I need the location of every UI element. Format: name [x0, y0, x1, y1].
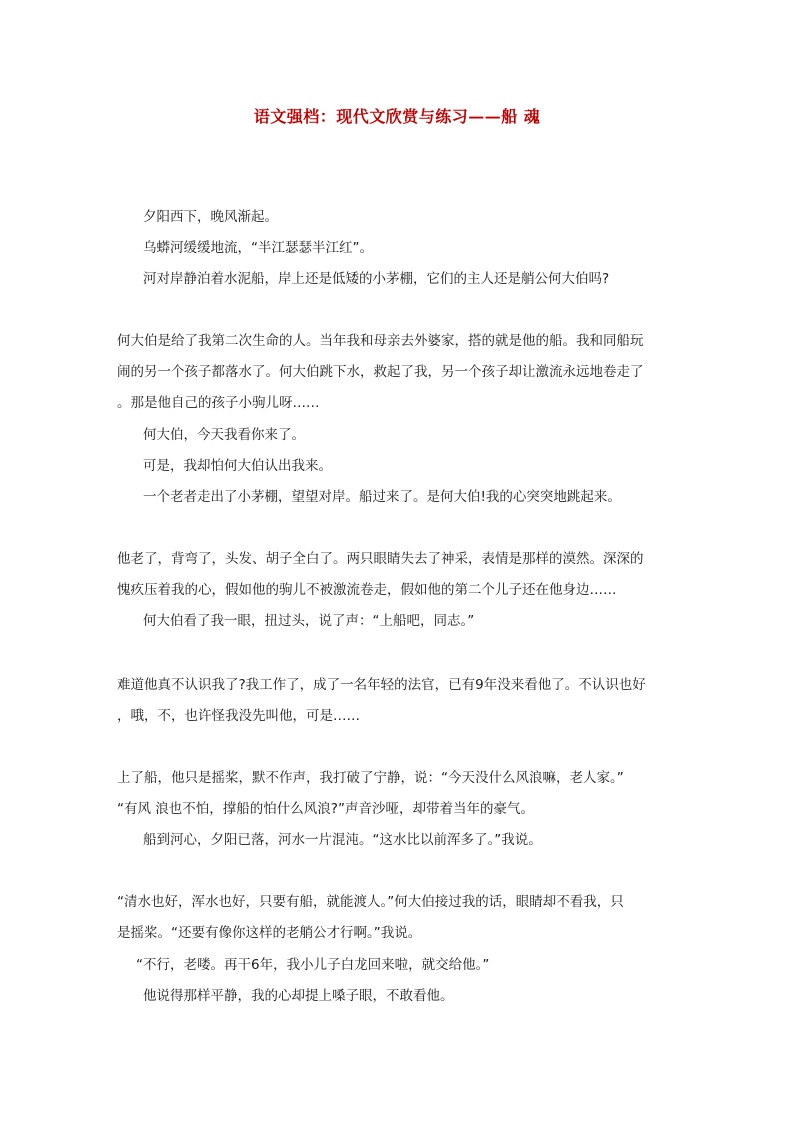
- paragraph-line: 愧疚压着我的心，假如他的驹儿不被激流卷走，假如他的第二个儿子还在他身边……: [117, 582, 617, 598]
- paragraph-line: 夕阳西下，晚风渐起。: [143, 209, 278, 225]
- paragraph-line: 何大伯，今天我看你来了。: [143, 427, 305, 443]
- paragraph-line: 闹的另一个孩子都落水了。何大伯跳下水，救起了我，另一个孩子却让激流永远地卷走了: [117, 364, 644, 380]
- paragraph-line: “不行，老喽。再干6年，我小儿子白龙回来啦，就交给他。”: [136, 957, 490, 973]
- paragraph-line: 。那是他自己的孩子小驹儿呀……: [117, 395, 320, 411]
- paragraph-line: 何大伯看了我一眼，扭过头，说了声：“上船吧，同志。”: [143, 613, 475, 629]
- paragraph-line: 乌蟒河缓缓地流，“半江瑟瑟半江红”。: [143, 240, 373, 256]
- document-title: 语文强档：现代文欣赏与练习——船 魂: [253, 107, 541, 126]
- paragraph-line: “清水也好，浑水也好，只要有船，就能渡人。”何大伯接过我的话，眼睛却不看我，只: [117, 894, 624, 910]
- paragraph-line: 上了船，他只是摇桨，默不作声，我打破了宁静，说：“今天没什么风浪嘛，老人家。”: [117, 770, 624, 786]
- paragraph-line: 可是，我却怕何大伯认出我来。: [143, 458, 332, 474]
- paragraph-line: 一个老者走出了小茅棚，望望对岸。船过来了。是何大伯!我的心突突地跳起来。: [143, 489, 621, 505]
- paragraph-line: ，哦，不，也许怪我没先叫他，可是……: [117, 708, 360, 724]
- paragraph-line: 船到河心，夕阳已落，河水一片混沌。“这水比以前浑多了。”我说。: [143, 832, 542, 848]
- paragraph-line: 何大伯是给了我第二次生命的人。当年我和母亲去外婆家，搭的就是他的船。我和同船玩: [117, 333, 644, 349]
- paragraph-line: “有风 浪也不怕，撑船的怕什么风浪?”声音沙哑，却带着当年的豪气。: [117, 801, 534, 817]
- paragraph-line: 是摇桨。“还要有像你这样的老艄公才行啊。”我说。: [117, 925, 422, 941]
- paragraph-line: 他说得那样平静，我的心却提上嗓子眼，不敢看他。: [143, 988, 454, 1004]
- paragraph-line: 他老了，背弯了，头发、胡子全白了。两只眼睛失去了神采，表情是那样的漠然。深深的: [117, 551, 644, 567]
- paragraph-line: 难道他真不认识我了?我工作了，成了一名年轻的法官，已有9年没来看他了。不认识也好: [117, 677, 646, 693]
- paragraph-line: 河对岸静泊着水泥船，岸上还是低矮的小茅棚，它们的主人还是艄公何大伯吗?: [143, 271, 610, 287]
